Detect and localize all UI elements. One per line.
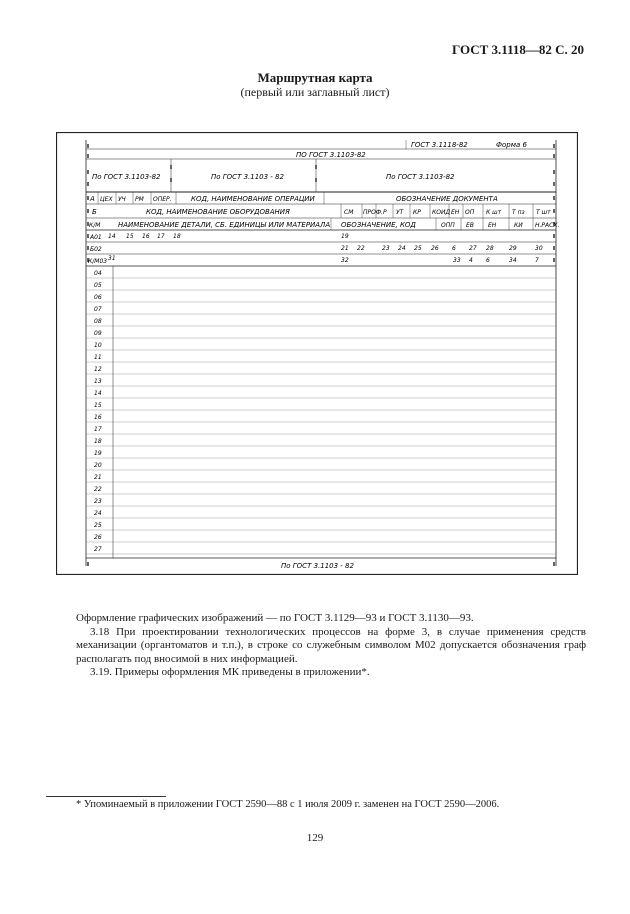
row-a01-num: 17 (157, 233, 165, 240)
row-number: 04 (94, 270, 102, 277)
row-number: 08 (94, 318, 102, 325)
row-b02-label: Б02 (90, 246, 102, 253)
row-number: 12 (94, 366, 102, 373)
row-number: 26 (94, 534, 102, 541)
row-b02-num: 27 (469, 245, 477, 252)
row-a01-num: 14 (108, 233, 116, 240)
row-number: 20 (94, 462, 102, 469)
top-ref: ГОСТ 3.1118-82 (411, 141, 468, 149)
row-a-cell: ЦЕХ (100, 196, 113, 203)
row-b02-num: 21 (341, 245, 349, 252)
block-mid-gost: По ГОСТ 3.1103 - 82 (211, 173, 284, 181)
row-km-symbol: К/М (89, 222, 101, 229)
form-grid (56, 132, 578, 575)
route-card-form (56, 132, 578, 575)
row-b-cell: Т пз (512, 209, 525, 216)
page-header: ГОСТ 3.1118—82 С. 20 (452, 42, 584, 57)
row-b-cell: СМ (344, 209, 354, 216)
row-number: 23 (94, 498, 102, 505)
document-subtitle: (первый или заглавный лист) (240, 85, 390, 99)
row-a01-label: А01 (90, 234, 102, 241)
row-b02-num: 28 (486, 245, 494, 252)
row-number: 07 (94, 306, 102, 313)
row-b-cell: ОП (465, 209, 475, 216)
row-b-cell: Т шт (536, 209, 551, 216)
row-number: 14 (94, 390, 102, 397)
row-number: 05 (94, 282, 102, 289)
row-b-symbol: Б (92, 208, 97, 216)
row-b02-num: 25 (414, 245, 422, 252)
row-number: 06 (94, 294, 102, 301)
row-k03-num: 34 (509, 257, 517, 264)
row-number: 11 (94, 354, 102, 361)
block-left-gost: По ГОСТ 3.1103-82 (92, 173, 161, 181)
paragraph-graphics: Оформление графических изображений — по ГОСТ 3.1129—93 и ГОСТ 3.1130—93. (76, 612, 474, 624)
row-number: 17 (94, 426, 102, 433)
row-k03-num: 7 (535, 257, 539, 264)
paragraph-3-18: 3.18 При проектировании технологических процессов на форме 3, в случае применения средств механизации (органтоматов и т.п.), в строке со служебным символом М02 допускается обозначения граф располагать под вносимой в них информацией. (76, 625, 586, 665)
row-a-symbol: А (90, 195, 95, 203)
row-b02-num: 24 (398, 245, 406, 252)
row-b-cell: КОИД (432, 209, 451, 216)
row-a-operation: КОД, НАИМЕНОВАНИЕ ОПЕРАЦИИ (191, 195, 315, 203)
row-number: 19 (94, 450, 102, 457)
row-km-cell: КИ (514, 222, 523, 229)
block-right-gost: По ГОСТ 3.1103-82 (386, 173, 455, 181)
row-km-code: ОБОЗНАЧЕНИЕ, КОД (341, 221, 416, 229)
row-b02-num: 23 (382, 245, 390, 252)
row-b-cell: УТ (396, 209, 404, 216)
body-text (76, 612, 586, 680)
row-a-cell: ОПЕР. (153, 196, 172, 203)
row-b02-num: 26 (431, 245, 439, 252)
row-b02-num: 6 (452, 245, 456, 252)
row-b02-num: 30 (535, 245, 543, 252)
row-number: 24 (94, 510, 102, 517)
row-k03-num: 33 (453, 257, 461, 264)
row-number: 25 (94, 522, 102, 529)
row-b02-num: 29 (509, 245, 517, 252)
row-number: 27 (94, 546, 102, 553)
row-b-cell: К шт (486, 209, 502, 216)
row-a-cell: УЧ (118, 196, 126, 203)
page-number: 129 (306, 832, 324, 844)
row-number: 22 (94, 486, 102, 493)
row-a-cell: РМ (135, 196, 144, 203)
paragraph-3-19: 3.19. Примеры оформления МК приведены в приложении*. (90, 666, 370, 678)
row-number: 09 (94, 330, 102, 337)
row-k03-label: К/М03 (88, 258, 108, 265)
row-km-cell: Н.РАСХ. (535, 222, 560, 229)
row-b-cell: ЕН (451, 209, 460, 216)
row-a01-num: 18 (173, 233, 181, 240)
row-number: 18 (94, 438, 102, 445)
row-km-cell: ОПП (441, 222, 455, 229)
row-b-cell: ПРОФ. (363, 209, 383, 216)
row-number: 13 (94, 378, 102, 385)
document-title: Маршрутная карта (257, 70, 373, 85)
row-number: 21 (94, 474, 102, 481)
row-a-document: ОБОЗНАЧЕНИЕ ДОКУМЕНТА (396, 195, 498, 203)
row-km-cell: ЕВ (466, 222, 474, 229)
row-number: 16 (94, 414, 102, 421)
row-number: 15 (94, 402, 102, 409)
forma-label: Форма 6 (496, 141, 528, 149)
header-gost: ПО ГОСТ 3.1103-82 (296, 151, 366, 159)
row-b02-num: 22 (357, 245, 365, 252)
row-k03-num: 6 (486, 257, 490, 264)
row-number: 10 (94, 342, 102, 349)
row-km-cell: ЕН (488, 222, 497, 229)
row-k03-first: 31 (108, 255, 116, 262)
footer-gost: По ГОСТ 3.1103 - 82 (281, 562, 354, 570)
row-k03-mid: 32 (341, 257, 349, 264)
row-b-cell: КР (413, 209, 421, 216)
row-a01-num: 16 (142, 233, 150, 240)
row-km-name: НАИМЕНОВАНИЕ ДЕТАЛИ, СБ. ЕДИНИЦЫ ИЛИ МАТЕРИАЛА (118, 221, 331, 229)
footnote: * Упоминаемый в приложении ГОСТ 2590—88 с 1 июля 2009 г. заменен на ГОСТ 2590—2006. (76, 799, 500, 810)
row-b-cell: Р (383, 209, 387, 216)
row-a01-right: 19 (341, 233, 349, 240)
row-k03-num: 4 (469, 257, 473, 264)
footnote-rule (46, 796, 166, 797)
row-b-equipment: КОД, НАИМЕНОВАНИЕ ОБОРУДОВАНИЯ (146, 208, 290, 216)
row-a01-num: 15 (126, 233, 134, 240)
